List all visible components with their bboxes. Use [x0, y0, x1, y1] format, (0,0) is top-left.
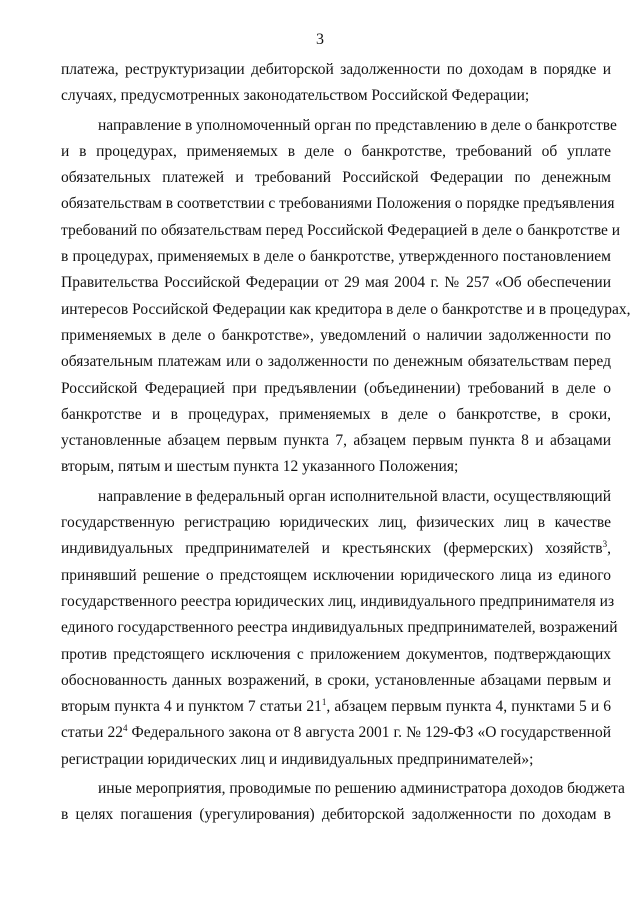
text-line: иные мероприятия, проводимые по решению администратора доходов бюджета	[98, 780, 625, 798]
superscript-mark: 1	[321, 697, 327, 708]
text-line: регистрации юридических лиц и индивидуальных предпринимателей»;	[61, 750, 534, 768]
line-tail: Федерального закона от 8 августа 2001 г. № 129-ФЗ «О государственной	[127, 724, 611, 742]
text-line: Правительства Российской Федерации от 29 мая 2004 г. № 257 «Об обеспечении	[61, 274, 611, 292]
text-line: обязательствам в соответствии с требованиями Положения о порядке предъявления	[61, 195, 615, 213]
text-line: случаях, предусмотренных законодательством Российской Федерации;	[61, 87, 530, 105]
text-line: установленные абзацем первым пункта 7, абзацем первым пункта 8 и абзацами	[61, 432, 611, 450]
text-line: обязательных платежей и требований Российской Федерации по денежным	[61, 169, 611, 187]
superscript-mark: 4	[123, 723, 128, 734]
text-line: банкротстве и в процедурах, применяемых в деле о банкротстве, в сроки,	[61, 405, 611, 423]
paragraph-4	[61, 776, 625, 829]
paragraph-2	[61, 113, 631, 481]
text-line: применяемых в деле о банкротстве», уведомлений о наличии задолженности по	[61, 326, 611, 344]
line-text: вторым пункта 4 и пунктом 7 статьи 21	[61, 698, 322, 716]
text-line: интересов Российской Федерации как кредитора в деле о банкротстве и в процедурах,	[61, 300, 631, 318]
text-line: и в процедурах, применяемых в деле о банкротстве, требований об уплате	[61, 142, 611, 160]
line-tail: , абзацем первым пункта 4, пунктами 5 и 6	[326, 698, 611, 716]
text-line-with-superscript	[61, 720, 611, 746]
text-line: направление в федеральный орган исполнительной власти, осуществляющий	[98, 487, 611, 505]
text-line: государственную регистрацию юридических лиц, физических лиц в качестве	[61, 514, 611, 532]
text-line: требований по обязательствам перед Российской Федерацией в деле о банкротстве и	[61, 221, 621, 239]
text-line: единого государственного реестра индивидуальных предпринимателей, возражений	[61, 619, 618, 637]
text-line: в целях погашения (урегулирования) дебиторской задолженности по доходам в	[61, 806, 611, 824]
text-line: обоснованность данных возражений, в сроки, установленные абзацами первым и	[61, 671, 611, 689]
line-tail: ,	[607, 540, 611, 558]
text-line: в процедурах, применяемых в деле о банкротстве, утвержденного постановлением	[61, 248, 611, 266]
line-text: статьи 22	[61, 724, 123, 742]
text-line: государственного реестра юридических лиц, индивидуального предпринимателя из	[61, 592, 615, 610]
footnote-mark: 3	[602, 539, 608, 550]
text-line: вторым, пятым и шестым пункта 12 указанного Положения;	[61, 458, 459, 476]
paragraph-3	[61, 484, 618, 773]
paragraph-1	[61, 57, 611, 110]
text-line-with-footnote	[61, 536, 611, 562]
text-line: обязательным платежам или о задолженности по денежным обязательствам перед	[61, 353, 611, 371]
text-line: Российской Федерацией при предъявлении (объединении) требований в деле о	[61, 379, 611, 397]
line-text: индивидуальных предпринимателей и крестьянских (фермерских) хозяйств	[61, 540, 603, 558]
page-number: 3	[316, 31, 324, 48]
text-line: принявший решение о предстоящем исключении юридического лица из единого	[61, 566, 611, 584]
text-line: платежа, реструктуризации дебиторской задолженности по доходам в порядке и	[61, 61, 611, 78]
text-line: направление в уполномоченный орган по представлению в деле о банкротстве	[98, 116, 617, 134]
document-body	[61, 57, 631, 829]
text-line: против предстоящего исключения с приложением документов, подтверждающих	[61, 645, 611, 663]
text-line-with-superscript	[61, 694, 611, 720]
